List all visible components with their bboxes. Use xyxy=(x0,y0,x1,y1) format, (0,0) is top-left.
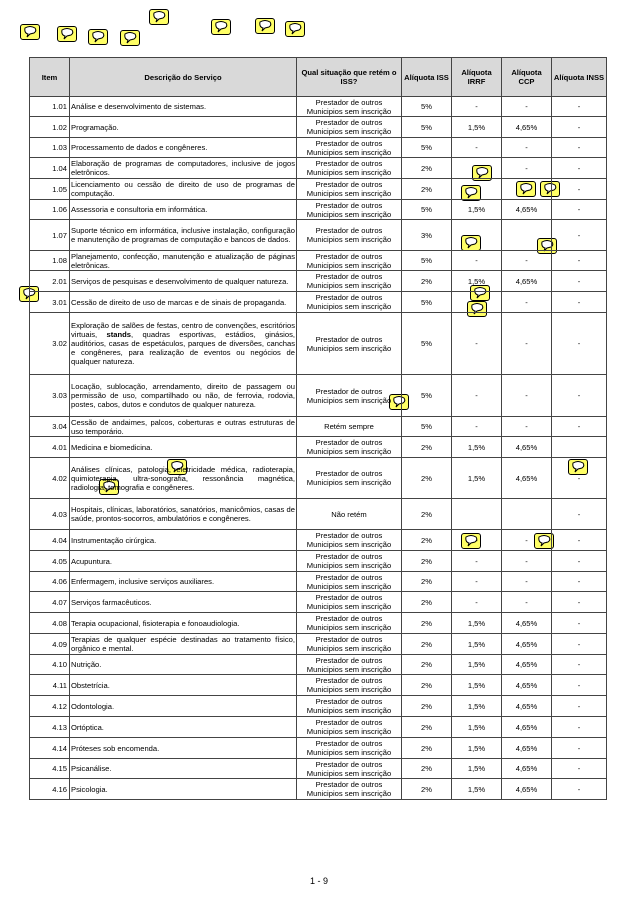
table-row xyxy=(30,779,607,800)
row-irrf: - xyxy=(452,592,502,613)
row-code: 3.01 xyxy=(30,292,70,313)
row-irrf: 1,5% xyxy=(452,759,502,779)
row-inss: - xyxy=(552,179,607,200)
row-code: 1.06 xyxy=(30,200,70,220)
row-description: Próteses sob encomenda. xyxy=(70,738,297,759)
row-iss: 2% xyxy=(402,696,452,717)
row-situation: Prestador de outros Municipios sem inscrição xyxy=(297,613,402,634)
row-description: Suporte técnico em informática, inclusive instalação, configuração e manutenção de programas de computação e bancos de dados. xyxy=(70,220,297,251)
row-code: 4.12 xyxy=(30,696,70,717)
row-situation: Prestador de outros Municipios sem inscrição xyxy=(297,675,402,696)
row-inss: - xyxy=(552,138,607,158)
table-row xyxy=(30,138,607,158)
row-iss: 5% xyxy=(402,251,452,271)
row-inss: - xyxy=(552,551,607,572)
row-ccp: - xyxy=(502,375,552,417)
comment-note-icon[interactable] xyxy=(285,21,305,37)
comment-note-icon[interactable] xyxy=(57,26,77,42)
row-inss: - xyxy=(552,759,607,779)
row-irrf: 1,5% xyxy=(452,655,502,675)
row-irrf: 1,5% xyxy=(452,779,502,800)
row-iss: 5% xyxy=(402,97,452,117)
row-situation: Prestador de outros Municipios sem inscrição xyxy=(297,779,402,800)
row-code: 4.04 xyxy=(30,530,70,551)
row-iss: 2% xyxy=(402,738,452,759)
row-inss: - xyxy=(552,271,607,292)
row-description: Licenciamento ou cessão de direito de uso de programas de computação. xyxy=(71,180,295,198)
table-row xyxy=(30,292,607,313)
row-inss: - xyxy=(552,572,607,592)
row-description: Serviços de pesquisas e desenvolvimento de qualquer natureza. xyxy=(70,271,297,292)
header-iss: Alíquota ISS xyxy=(402,58,452,97)
table-header-row xyxy=(30,58,607,97)
row-inss: - xyxy=(552,613,607,634)
header-inss: Alíquota INSS xyxy=(552,58,607,97)
table-row xyxy=(30,271,607,292)
row-inss: - xyxy=(552,675,607,696)
row-code: 4.11 xyxy=(30,675,70,696)
row-code: 1.04 xyxy=(30,158,70,179)
row-iss: 2% xyxy=(402,675,452,696)
row-irrf: - xyxy=(452,572,502,592)
row-situation: Prestador de outros Municipios sem inscrição xyxy=(297,251,402,271)
row-ccp: - xyxy=(502,572,552,592)
row-irrf xyxy=(452,220,502,251)
row-inss: - xyxy=(552,200,607,220)
row-description: Assessoria e consultoria em informática. xyxy=(70,200,297,220)
row-situation: Prestador de outros Municipios sem inscrição xyxy=(297,179,402,200)
row-situation: Não retém xyxy=(297,499,402,530)
row-description: Análise e desenvolvimento de sistemas. xyxy=(70,97,297,117)
row-situation: Prestador de outros Municipios sem inscrição xyxy=(297,738,402,759)
table-row xyxy=(30,97,607,117)
row-ccp: 4,65% xyxy=(502,437,552,458)
row-inss: - xyxy=(552,313,607,375)
table-row xyxy=(30,220,607,251)
services-table xyxy=(29,57,607,800)
row-iss: 2% xyxy=(402,572,452,592)
table-row xyxy=(30,117,607,138)
row-description: Psicanálise. xyxy=(70,759,297,779)
table-row xyxy=(30,499,607,530)
header-item: Item xyxy=(30,58,70,97)
row-situation: Prestador de outros Municipios sem inscrição xyxy=(297,138,402,158)
comment-note-icon[interactable] xyxy=(255,18,275,34)
row-irrf xyxy=(452,499,502,530)
row-code: 4.14 xyxy=(30,738,70,759)
row-ccp: - xyxy=(502,592,552,613)
row-description: Hospitais, clínicas, laboratórios, sanatórios, manicômios, casas de saúde, prontos-socorros, ambulatórios e congêneres. xyxy=(70,499,297,530)
row-irrf: 1,5% xyxy=(452,696,502,717)
row-code: 1.02 xyxy=(30,117,70,138)
row-situation: Retém sempre xyxy=(297,417,402,437)
row-situation: Prestador de outros Municipios sem inscrição xyxy=(297,592,402,613)
row-situation: Prestador de outros Municipios sem inscrição xyxy=(297,655,402,675)
row-iss: 2% xyxy=(402,592,452,613)
row-iss: 2% xyxy=(402,179,452,200)
row-irrf: 1,5% xyxy=(452,634,502,655)
row-code: 3.02 xyxy=(30,313,70,375)
table-row xyxy=(30,458,607,499)
row-code: 3.03 xyxy=(30,375,70,417)
row-situation: Prestador de outros Municipios sem inscrição xyxy=(297,530,402,551)
row-code: 4.07 xyxy=(30,592,70,613)
row-ccp: 4,65% xyxy=(502,117,552,138)
table-row xyxy=(30,655,607,675)
table-row xyxy=(30,417,607,437)
page-number: 1 - 9 xyxy=(309,876,328,886)
row-irrf: 1,5% xyxy=(452,458,502,499)
row-ccp: - xyxy=(502,551,552,572)
row-iss: 2% xyxy=(402,655,452,675)
table-row xyxy=(30,634,607,655)
row-description: Serviços farmacêuticos. xyxy=(70,592,297,613)
row-code: 4.06 xyxy=(30,572,70,592)
row-situation: Prestador de outros Municipios sem inscrição xyxy=(297,634,402,655)
row-situation: Prestador de outros Municipios sem inscrição xyxy=(297,375,402,417)
row-description: Acupuntura. xyxy=(70,551,297,572)
row-ccp: 4,65% xyxy=(502,655,552,675)
row-inss: - xyxy=(552,696,607,717)
comment-note-icon[interactable] xyxy=(149,9,169,25)
row-iss: 2% xyxy=(402,613,452,634)
row-code: 1.01 xyxy=(30,97,70,117)
table-row xyxy=(30,551,607,572)
table-row xyxy=(30,675,607,696)
row-ccp: - xyxy=(502,97,552,117)
row-iss: 5% xyxy=(402,375,452,417)
row-description: Cessão de andaimes, palcos, coberturas e outras estruturas de uso temporário. xyxy=(71,417,295,436)
row-code: 4.05 xyxy=(30,551,70,572)
row-irrf: 1,5% xyxy=(452,117,502,138)
row-irrf: - xyxy=(452,530,502,551)
row-ccp: - xyxy=(502,313,552,375)
row-situation: Prestador de outros Municipios sem inscrição xyxy=(297,200,402,220)
row-irrf: - xyxy=(452,97,502,117)
row-code: 1.08 xyxy=(30,251,70,271)
row-iss: 2% xyxy=(402,779,452,800)
row-situation: Prestador de outros Municipios sem inscrição xyxy=(297,271,402,292)
row-situation: Prestador de outros Municipios sem inscrição xyxy=(297,158,402,179)
row-inss: - xyxy=(552,375,607,417)
row-iss: 2% xyxy=(402,530,452,551)
row-code: 2.01 xyxy=(30,271,70,292)
row-irrf: - xyxy=(452,417,502,437)
table-row xyxy=(30,759,607,779)
row-code: 4.09 xyxy=(30,634,70,655)
row-code: 1.03 xyxy=(30,138,70,158)
table-row xyxy=(30,572,607,592)
row-situation: Prestador de outros Municipios sem inscrição xyxy=(297,551,402,572)
row-code: 1.05 xyxy=(30,179,70,200)
row-ccp: 4,65% xyxy=(502,675,552,696)
row-situation: Prestador de outros Municipios sem inscrição xyxy=(297,458,402,499)
row-situation: Prestador de outros Municipios sem inscrição xyxy=(297,313,402,375)
table-row xyxy=(30,530,607,551)
row-iss: 2% xyxy=(402,437,452,458)
table-row xyxy=(30,200,607,220)
row-ccp: 4,65% xyxy=(502,200,552,220)
header-situacao: Qual situação que retém o ISS? xyxy=(297,58,402,97)
row-inss: - xyxy=(552,158,607,179)
table-row xyxy=(30,158,607,179)
row-irrf: - xyxy=(452,375,502,417)
row-iss: 2% xyxy=(402,158,452,179)
row-irrf: 1,5% xyxy=(452,675,502,696)
row-iss: 2% xyxy=(402,551,452,572)
row-description: Análises clínicas, patologia, eletricidade médica, radioterapia, quimioterapia, ultra-sonografia, ressonância magnética, radiologia, tomografia e congêneres. xyxy=(70,458,297,499)
row-ccp: 4,65% xyxy=(502,738,552,759)
row-description: Odontologia. xyxy=(70,696,297,717)
row-inss: - xyxy=(552,738,607,759)
row-iss: 3% xyxy=(402,220,452,251)
row-iss: 5% xyxy=(402,292,452,313)
row-description: Enfermagem, inclusive serviços auxiliares. xyxy=(70,572,297,592)
row-inss: - xyxy=(552,220,607,251)
row-ccp: 4,65% xyxy=(502,613,552,634)
row-ccp: - xyxy=(502,530,552,551)
table-row xyxy=(30,592,607,613)
row-iss: 5% xyxy=(402,313,452,375)
row-description: Elaboração de programas de computadores, inclusive de jogos eletrônicos. xyxy=(71,159,295,177)
table-row xyxy=(30,313,607,375)
header-descricao: Descrição do Serviço xyxy=(70,58,297,97)
row-ccp: 4,65% xyxy=(502,696,552,717)
row-inss xyxy=(552,437,607,458)
row-irrf: 1,5% xyxy=(452,437,502,458)
table-row xyxy=(30,696,607,717)
row-irrf: 1,5% xyxy=(452,271,502,292)
row-inss: - xyxy=(552,458,607,499)
table-row xyxy=(30,613,607,634)
row-situation: Prestador de outros Municipios sem inscrição xyxy=(297,97,402,117)
row-description: Exploração de salões de festas, centro de convenções, escritórios virtuais, stands, quadras esportivas, estádios, ginásios, auditórios, casas de espetáculos, parques de diversões, canchas e congêneres, para realização de eventos ou negócios de qualquer natureza. xyxy=(70,313,297,375)
row-code: 4.15 xyxy=(30,759,70,779)
row-description: Processamento de dados e congêneres. xyxy=(70,138,297,158)
table-row xyxy=(30,437,607,458)
row-situation: Prestador de outros Municipios sem inscrição xyxy=(297,220,402,251)
row-description: Terapias de qualquer espécie destinadas ao tratamento físico, orgânico e mental. xyxy=(71,635,295,653)
table-row xyxy=(30,375,607,417)
row-irrf: - xyxy=(452,138,502,158)
row-ccp: - xyxy=(502,138,552,158)
row-irrf: - xyxy=(452,551,502,572)
row-ccp xyxy=(502,499,552,530)
table-row xyxy=(30,179,607,200)
row-description: Instrumentação cirúrgica. xyxy=(70,530,297,551)
row-code: 3.04 xyxy=(30,417,70,437)
row-code: 4.03 xyxy=(30,499,70,530)
row-ccp: - xyxy=(502,292,552,313)
table-body xyxy=(30,97,607,800)
row-ccp: 4,65% xyxy=(502,717,552,738)
row-inss: - xyxy=(552,634,607,655)
row-code: 4.01 xyxy=(30,437,70,458)
row-iss: 2% xyxy=(402,634,452,655)
row-iss: 5% xyxy=(402,117,452,138)
row-description: Locação, sublocação, arrendamento, direito de passagem ou permissão de uso, compartilhado ou não, de ferrovia, rodovia, postes, cabos, dutos e condutos de qualquer natureza. xyxy=(70,375,297,417)
row-iss: 2% xyxy=(402,271,452,292)
comment-note-icon[interactable] xyxy=(20,24,40,40)
row-inss: - xyxy=(552,251,607,271)
row-situation: Prestador de outros Municipios sem inscrição xyxy=(297,292,402,313)
row-inss: - xyxy=(552,717,607,738)
row-irrf xyxy=(452,179,502,200)
row-inss: - xyxy=(552,292,607,313)
row-situation: Prestador de outros Municipios sem inscrição xyxy=(297,717,402,738)
row-inss: - xyxy=(552,530,607,551)
row-code: 4.08 xyxy=(30,613,70,634)
row-description: Cessão de direito de uso de marcas e de sinais de propaganda. xyxy=(70,292,297,313)
row-irrf: 1,5% xyxy=(452,613,502,634)
row-irrf xyxy=(452,292,502,313)
table-row xyxy=(30,738,607,759)
row-irrf: 1,5% xyxy=(452,717,502,738)
row-inss: - xyxy=(552,97,607,117)
row-irrf: 1,5% xyxy=(452,200,502,220)
row-ccp: 4,65% xyxy=(502,779,552,800)
row-iss: 2% xyxy=(402,499,452,530)
table-row xyxy=(30,251,607,271)
row-irrf: - xyxy=(452,251,502,271)
row-situation: Prestador de outros Municipios sem inscrição xyxy=(297,759,402,779)
row-irrf: - xyxy=(452,313,502,375)
row-description: Nutrição. xyxy=(70,655,297,675)
row-ccp: - xyxy=(502,417,552,437)
row-iss: 5% xyxy=(402,417,452,437)
row-ccp: 4,65% xyxy=(502,458,552,499)
row-ccp: 4,65% xyxy=(502,634,552,655)
row-iss: 5% xyxy=(402,200,452,220)
row-situation: Prestador de outros Municipios sem inscrição xyxy=(297,117,402,138)
row-description: Programação. xyxy=(70,117,297,138)
row-iss: 5% xyxy=(402,138,452,158)
row-description: Terapia ocupacional, fisioterapia e fonoaudiologia. xyxy=(70,613,297,634)
row-iss: 2% xyxy=(402,759,452,779)
row-inss: - xyxy=(552,592,607,613)
row-code: 4.10 xyxy=(30,655,70,675)
row-ccp: - xyxy=(502,158,552,179)
row-inss: - xyxy=(552,779,607,800)
comment-note-icon[interactable] xyxy=(88,29,108,45)
row-description: Medicina e biomedicina. xyxy=(70,437,297,458)
row-code: 4.13 xyxy=(30,717,70,738)
comment-note-icon[interactable] xyxy=(211,19,231,35)
header-irrf: Alíquota IRRF xyxy=(452,58,502,97)
row-inss: - xyxy=(552,417,607,437)
table-row xyxy=(30,717,607,738)
row-situation: Prestador de outros Municipios sem inscrição xyxy=(297,696,402,717)
row-code: 1.07 xyxy=(30,220,70,251)
row-ccp: 4,65% xyxy=(502,271,552,292)
row-irrf xyxy=(452,158,502,179)
row-inss: - xyxy=(552,117,607,138)
header-ccp: Alíquota CCP xyxy=(502,58,552,97)
row-description: Obstetrícia. xyxy=(70,675,297,696)
row-situation: Prestador de outros Municipios sem inscrição xyxy=(297,572,402,592)
comment-note-icon[interactable] xyxy=(120,30,140,46)
row-irrf: 1,5% xyxy=(452,738,502,759)
row-ccp xyxy=(502,179,552,200)
row-code: 4.16 xyxy=(30,779,70,800)
row-description: Ortóptica. xyxy=(70,717,297,738)
row-inss: - xyxy=(552,655,607,675)
row-inss: - xyxy=(552,499,607,530)
row-ccp xyxy=(502,220,552,251)
row-iss: 2% xyxy=(402,717,452,738)
row-description: Psicologia. xyxy=(70,779,297,800)
row-iss: 2% xyxy=(402,458,452,499)
row-code: 4.02 xyxy=(30,458,70,499)
row-ccp: 4,65% xyxy=(502,759,552,779)
row-description: Planejamento, confecção, manutenção e atualização de páginas eletrônicas. xyxy=(71,251,295,270)
row-ccp: - xyxy=(502,251,552,271)
row-situation: Prestador de outros Municipios sem inscrição xyxy=(297,437,402,458)
